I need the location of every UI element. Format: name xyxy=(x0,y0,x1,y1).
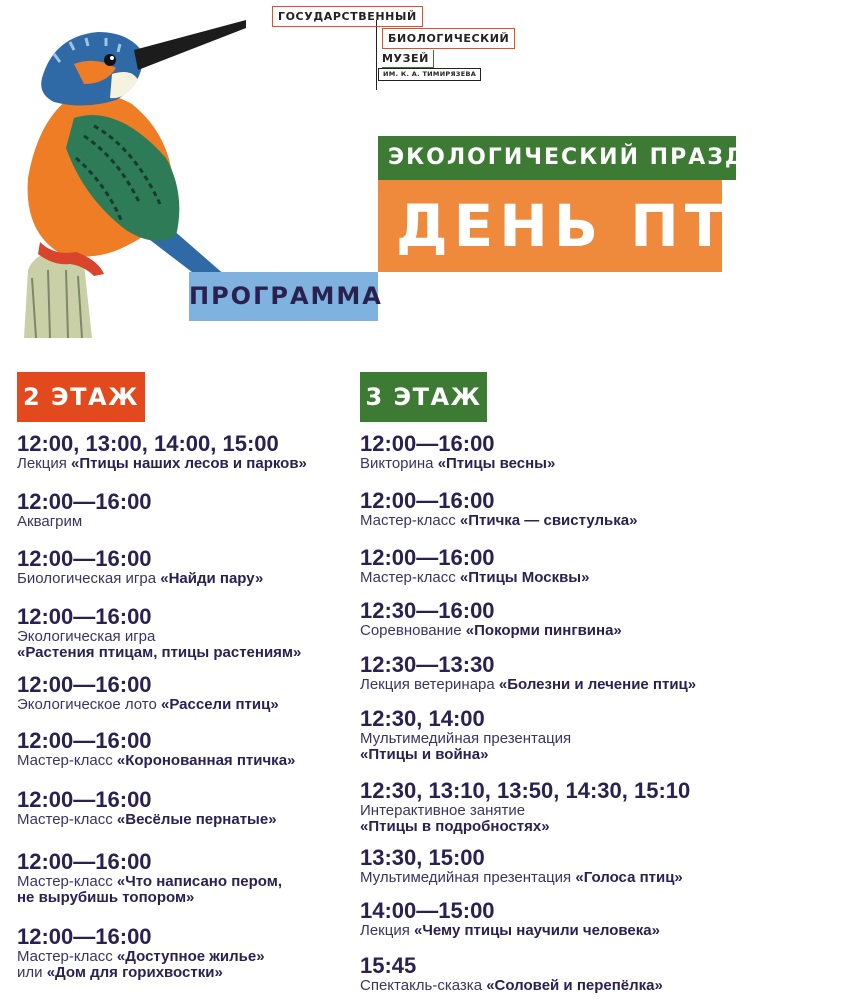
schedule-item xyxy=(17,673,279,713)
activity-type: Мастер-класс xyxy=(17,752,117,769)
activity-title: «Птицы Москвы» xyxy=(459,569,590,586)
floor-3-label: 3 ЭТАЖ xyxy=(360,372,487,422)
schedule-description xyxy=(17,514,152,530)
activity-type: или xyxy=(17,964,47,981)
activity-type: Спектакль-сказка xyxy=(360,977,487,994)
schedule-description xyxy=(17,890,282,906)
logo-divider xyxy=(376,20,377,90)
activity-title: «Доступное жилье» xyxy=(116,948,265,965)
activity-title: «Весёлые пернатые» xyxy=(116,811,277,828)
schedule-description xyxy=(360,978,663,994)
schedule-time: 12:00—16:00 xyxy=(360,488,495,513)
schedule-description xyxy=(17,629,301,645)
schedule-description xyxy=(360,623,622,639)
schedule-description xyxy=(360,731,571,747)
activity-type: Мастер-класс xyxy=(17,811,117,828)
activity-type: Аквагрим xyxy=(17,513,83,530)
activity-title: «Птичка — свистулька» xyxy=(459,512,638,529)
schedule-item xyxy=(360,707,571,763)
activity-type: Лекция ветеринара xyxy=(360,676,499,693)
schedule-description xyxy=(17,456,307,472)
activity-title: «Соловей и перепёлка» xyxy=(486,977,663,994)
schedule-description xyxy=(360,570,589,586)
schedule-description xyxy=(17,697,279,713)
schedule-time: 12:00—16:00 xyxy=(17,849,152,874)
schedule-time: 14:00—15:00 xyxy=(360,898,495,923)
schedule-item xyxy=(360,899,660,939)
schedule-item xyxy=(17,850,282,906)
schedule-time: 12:00—16:00 xyxy=(17,924,152,949)
schedule-item xyxy=(17,432,307,472)
schedule-item xyxy=(17,605,301,661)
schedule-description xyxy=(17,571,263,587)
schedule-item xyxy=(360,489,637,529)
schedule-description xyxy=(17,645,301,661)
schedule-item xyxy=(17,490,152,530)
schedule-time: 12:00, 13:00, 14:00, 15:00 xyxy=(17,431,279,456)
activity-type: Биологическая игра xyxy=(17,570,161,587)
schedule-time: 12:00—16:00 xyxy=(17,728,152,753)
schedule-item xyxy=(360,546,589,586)
schedule-description xyxy=(17,753,295,769)
logo-line-2: БИОЛОГИЧЕСКИЙ xyxy=(382,28,515,49)
schedule-description xyxy=(360,677,696,693)
activity-type: Мультимедийная презентация xyxy=(360,869,576,886)
activity-type: Лекция xyxy=(17,455,72,472)
schedule-time: 12:00—16:00 xyxy=(17,546,152,571)
schedule-time: 15:45 xyxy=(360,953,417,978)
activity-title: «Рассели птиц» xyxy=(161,696,279,713)
schedule-item xyxy=(17,925,265,981)
event-title-banner: ДЕНЬ ПТИЦ xyxy=(378,180,722,272)
schedule-time: 12:30, 13:10, 13:50, 14:30, 15:10 xyxy=(360,778,691,803)
schedule-time: 12:00—16:00 xyxy=(17,604,152,629)
bird-throat xyxy=(110,72,138,98)
event-subtitle-banner: ЭКОЛОГИЧЕСКИЙ ПРАЗДНИК xyxy=(378,136,736,180)
schedule-description xyxy=(360,513,637,529)
activity-type: Интерактивное занятие xyxy=(360,802,526,819)
schedule-description xyxy=(360,819,690,835)
activity-title: «Голоса птиц» xyxy=(575,869,683,886)
schedule-description xyxy=(360,456,555,472)
floor-2-label: 2 ЭТАЖ xyxy=(17,372,145,422)
schedule-time: 12:00—16:00 xyxy=(17,672,152,697)
schedule-item xyxy=(17,729,295,769)
schedule-item xyxy=(17,547,263,587)
activity-title: «Растения птицам, птицы растениям» xyxy=(17,644,302,661)
schedule-time: 12:30—13:30 xyxy=(360,652,495,677)
schedule-description xyxy=(17,965,265,981)
schedule-description xyxy=(360,870,683,886)
schedule-item xyxy=(360,432,555,472)
schedule-description xyxy=(360,923,660,939)
activity-title: «Чему птицы научили человека» xyxy=(414,922,660,939)
activity-title: «Покорми пингвина» xyxy=(465,622,622,639)
activity-type: Мастер-класс xyxy=(360,569,460,586)
activity-title: «Дом для горихвостки» xyxy=(46,964,223,981)
logo-line-4: ИМ. К. А. ТИМИРЯЗЕВА xyxy=(378,68,481,81)
program-banner: ПРОГРАММА xyxy=(189,272,378,321)
schedule-description xyxy=(360,747,571,763)
activity-type: Экологическая игра xyxy=(17,628,156,645)
schedule-description xyxy=(17,949,265,965)
logo-line-1: ГОСУДАРСТВЕННЫЙ xyxy=(272,6,423,27)
activity-type: Лекция xyxy=(360,922,415,939)
bird-beak xyxy=(134,20,246,70)
schedule-time: 12:30, 14:00 xyxy=(360,706,485,731)
schedule-description xyxy=(360,803,690,819)
activity-type: Викторина xyxy=(360,455,438,472)
activity-type: Мастер-класс xyxy=(17,948,117,965)
schedule-time: 12:00—16:00 xyxy=(360,431,495,456)
schedule-description xyxy=(17,874,282,890)
activity-type: Мастер-класс xyxy=(360,512,460,529)
schedule-time: 12:00—16:00 xyxy=(17,489,152,514)
schedule-item xyxy=(360,599,622,639)
schedule-time: 12:00—16:00 xyxy=(360,545,495,570)
activity-type: Мастер-класс xyxy=(17,873,117,890)
activity-title: «Болезни и лечение птиц» xyxy=(498,676,697,693)
activity-type: Экологическое лото xyxy=(17,696,162,713)
logo-line-3: МУЗЕЙ xyxy=(382,50,434,68)
schedule-item xyxy=(17,788,277,828)
activity-title: «Найди пару» xyxy=(160,570,264,587)
activity-title: «Птицы в подробностях» xyxy=(360,818,550,835)
activity-title: «Что написано пером, xyxy=(116,873,282,890)
schedule-time: 13:30, 15:00 xyxy=(360,845,485,870)
activity-title: «Птицы наших лесов и парков» xyxy=(71,455,307,472)
schedule-time: 12:00—16:00 xyxy=(17,787,152,812)
activity-title: «Птицы весны» xyxy=(437,455,556,472)
activity-title: «Птицы и война» xyxy=(360,746,489,763)
activity-title: не вырубишь топором» xyxy=(17,889,195,906)
schedule-item xyxy=(360,954,663,994)
schedule-item xyxy=(360,779,690,835)
bird-eye xyxy=(104,54,116,66)
activity-type: Мультимедийная презентация xyxy=(360,730,572,747)
activity-type: Соревнование xyxy=(360,622,466,639)
schedule-description xyxy=(17,812,277,828)
schedule-item xyxy=(360,846,683,886)
schedule-time: 12:30—16:00 xyxy=(360,598,495,623)
schedule-item xyxy=(360,653,696,693)
activity-title: «Коронованная птичка» xyxy=(116,752,296,769)
